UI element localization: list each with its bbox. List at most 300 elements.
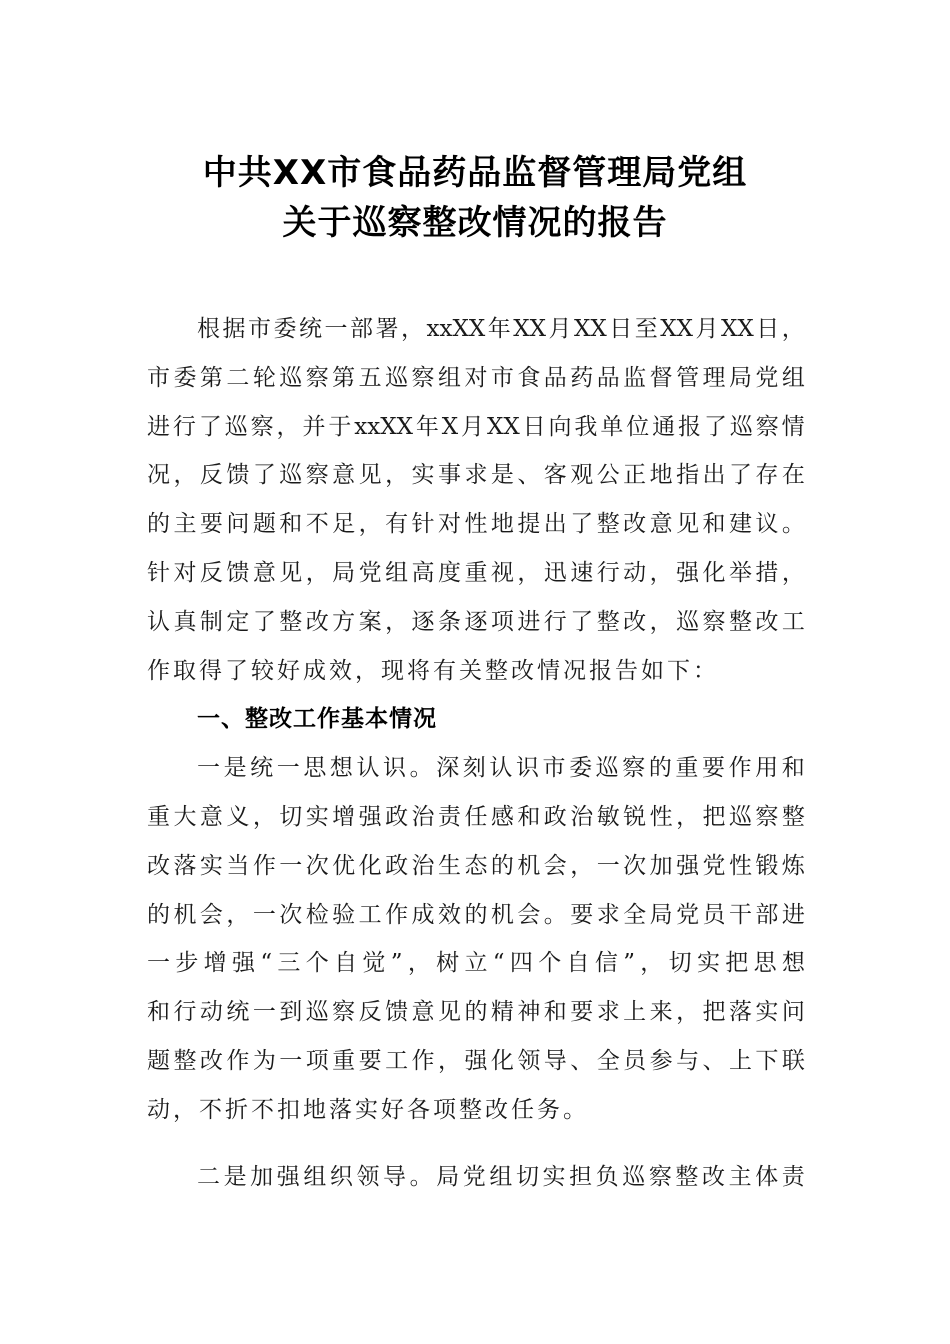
glyph: 识 bbox=[383, 755, 407, 782]
glyph: 至 bbox=[634, 316, 658, 342]
glyph: 部 bbox=[350, 316, 373, 342]
glyph: 察 bbox=[305, 462, 329, 489]
glyph: 日 bbox=[522, 413, 546, 440]
glyph: 到 bbox=[279, 999, 303, 1026]
glyph: 的 bbox=[648, 755, 672, 782]
glyph: 组 bbox=[303, 1163, 327, 1190]
glyph: 第 bbox=[332, 364, 356, 391]
glyph: 工 bbox=[385, 1047, 409, 1074]
glyph: 理 bbox=[702, 364, 726, 391]
section-heading: 一、整改工作基本情况 bbox=[197, 706, 437, 733]
glyph: 政 bbox=[385, 803, 409, 830]
report-body bbox=[147, 305, 805, 1201]
glyph: 察 bbox=[755, 413, 779, 440]
glyph: 刻 bbox=[462, 755, 486, 782]
glyph: 是 bbox=[223, 755, 247, 782]
glyph: 改 bbox=[701, 1163, 725, 1190]
paragraph-gap bbox=[147, 1135, 805, 1153]
glyph: 举 bbox=[728, 559, 752, 586]
glyph: 的 bbox=[147, 901, 170, 928]
glyph: 治 bbox=[411, 852, 435, 879]
glyph: ， bbox=[173, 462, 197, 489]
glyph: 自 bbox=[334, 950, 358, 977]
glyph: 巡 bbox=[729, 413, 753, 440]
glyph: XX bbox=[720, 316, 754, 342]
glyph: 察 bbox=[702, 608, 726, 635]
glyph: 、 bbox=[702, 1047, 726, 1074]
glyph: 改 bbox=[623, 511, 647, 538]
glyph: 来 bbox=[649, 999, 673, 1026]
glyph: 改 bbox=[623, 608, 647, 635]
glyph: XX bbox=[486, 413, 520, 440]
glyph: 组 bbox=[781, 364, 805, 391]
glyph: ” bbox=[623, 950, 635, 977]
glyph: 态 bbox=[464, 852, 488, 879]
glyph: 视 bbox=[490, 559, 514, 586]
glyph: 提 bbox=[517, 511, 541, 538]
glyph: 我 bbox=[574, 413, 598, 440]
glyph: 化 bbox=[702, 559, 726, 586]
glyph: 的 bbox=[147, 511, 170, 538]
glyph: 的 bbox=[464, 999, 488, 1026]
glyph: 市 bbox=[147, 364, 170, 391]
text-line bbox=[147, 549, 805, 598]
glyph: 巡 bbox=[622, 1163, 646, 1190]
text-line bbox=[147, 891, 805, 940]
intro-paragraph bbox=[147, 305, 805, 695]
glyph: 落 bbox=[728, 999, 752, 1026]
glyph: 见 bbox=[358, 462, 382, 489]
glyph: 三 bbox=[277, 950, 301, 977]
glyph: 行 bbox=[543, 608, 567, 635]
glyph: 把 bbox=[725, 950, 749, 977]
glyph: ， bbox=[252, 803, 276, 830]
glyph: 不 bbox=[305, 511, 329, 538]
glyph: 逐 bbox=[464, 608, 488, 635]
glyph: 动 bbox=[199, 999, 223, 1026]
glyph: 措 bbox=[755, 559, 779, 586]
glyph: 识 bbox=[515, 755, 539, 782]
glyph: 察 bbox=[250, 413, 274, 440]
glyph: 工 bbox=[358, 901, 382, 928]
glyph: 二 bbox=[226, 364, 250, 391]
glyph: 条 bbox=[437, 608, 461, 635]
glyph: ， bbox=[640, 950, 664, 977]
glyph: 担 bbox=[569, 1163, 593, 1190]
glyph: 切 bbox=[668, 950, 692, 977]
glyph: 针 bbox=[411, 511, 435, 538]
glyph: 强 bbox=[464, 1047, 488, 1074]
glyph: 察 bbox=[332, 999, 356, 1026]
glyph: 整 bbox=[675, 1163, 699, 1190]
glyph: 、 bbox=[570, 1047, 594, 1074]
text-line bbox=[147, 842, 805, 891]
glyph: 见 bbox=[437, 999, 461, 1026]
section-paragraph-1 bbox=[147, 744, 805, 1134]
glyph: 和 bbox=[517, 803, 541, 830]
glyph: 党 bbox=[358, 559, 382, 586]
glyph: XX bbox=[513, 316, 546, 342]
glyph: 察 bbox=[622, 755, 646, 782]
glyph: “ bbox=[492, 950, 505, 977]
glyph: 巡 bbox=[385, 364, 409, 391]
glyph: 整 bbox=[279, 608, 303, 635]
glyph: 炼 bbox=[781, 852, 805, 879]
glyph: 行 bbox=[596, 559, 620, 586]
glyph: 反 bbox=[199, 559, 223, 586]
glyph: 问 bbox=[226, 511, 250, 538]
glyph: 进 bbox=[517, 608, 541, 635]
glyph: 神 bbox=[517, 999, 541, 1026]
glyph: 委 bbox=[569, 755, 593, 782]
glyph: 要 bbox=[570, 999, 594, 1026]
glyph: 。 bbox=[409, 755, 433, 782]
glyph: 一 bbox=[324, 316, 348, 342]
glyph: 深 bbox=[436, 755, 460, 782]
glyph: 改 bbox=[755, 608, 779, 635]
glyph: 意 bbox=[252, 559, 276, 586]
glyph: 月 bbox=[695, 316, 719, 342]
glyph: 检 bbox=[305, 901, 329, 928]
glyph: 重 bbox=[464, 559, 488, 586]
glyph: 五 bbox=[358, 364, 382, 391]
glyph: 锻 bbox=[755, 852, 779, 879]
glyph: 事 bbox=[437, 462, 461, 489]
glyph: 主 bbox=[728, 1163, 752, 1190]
glyph: 局 bbox=[332, 559, 356, 586]
glyph: 项 bbox=[490, 608, 514, 635]
glyph: 巡 bbox=[279, 462, 303, 489]
text-line bbox=[147, 598, 805, 647]
glyph: 公 bbox=[596, 462, 620, 489]
glyph: 求 bbox=[596, 901, 620, 928]
glyph: 性 bbox=[464, 511, 488, 538]
glyph: 品 bbox=[543, 364, 567, 391]
glyph: 进 bbox=[147, 413, 170, 440]
glyph: ， bbox=[781, 559, 805, 586]
glyph: 了 bbox=[252, 608, 276, 635]
glyph: 案 bbox=[358, 608, 382, 635]
glyph: 性 bbox=[649, 803, 673, 830]
glyph: 情 bbox=[781, 413, 805, 440]
glyph: 局 bbox=[728, 364, 752, 391]
glyph: 的 bbox=[464, 901, 488, 928]
glyph: 大 bbox=[173, 803, 197, 830]
glyph: 把 bbox=[702, 803, 726, 830]
glyph: 了 bbox=[252, 462, 276, 489]
glyph: 见 bbox=[279, 559, 303, 586]
glyph: 和 bbox=[702, 511, 726, 538]
glyph: 一 bbox=[252, 999, 276, 1026]
glyph: 成 bbox=[411, 901, 435, 928]
glyph: 管 bbox=[676, 364, 700, 391]
glyph: 次 bbox=[623, 852, 647, 879]
glyph: 馈 bbox=[226, 462, 250, 489]
glyph: 负 bbox=[595, 1163, 619, 1190]
glyph: 了 bbox=[728, 462, 752, 489]
glyph: 精 bbox=[490, 999, 514, 1026]
glyph: 参 bbox=[649, 1047, 673, 1074]
glyph: ， bbox=[437, 1047, 461, 1074]
glyph: 要 bbox=[199, 511, 223, 538]
glyph: 一 bbox=[279, 1047, 303, 1074]
glyph: 市 bbox=[542, 755, 566, 782]
glyph: 实 bbox=[305, 803, 329, 830]
glyph: 日 bbox=[756, 316, 780, 342]
glyph: 题 bbox=[252, 511, 276, 538]
glyph: 。 bbox=[781, 511, 805, 538]
glyph: 求 bbox=[464, 462, 488, 489]
glyph: 主 bbox=[173, 511, 197, 538]
glyph: 位 bbox=[626, 413, 650, 440]
glyph: 巡 bbox=[676, 608, 700, 635]
glyph: ， bbox=[676, 999, 700, 1026]
glyph: 加 bbox=[649, 852, 673, 879]
glyph: 验 bbox=[332, 901, 356, 928]
glyph: 馈 bbox=[385, 999, 409, 1026]
glyph: 强 bbox=[676, 852, 700, 879]
glyph: 部 bbox=[755, 901, 779, 928]
glyph: 议 bbox=[755, 511, 779, 538]
glyph: 存 bbox=[755, 462, 779, 489]
glyph: 对 bbox=[173, 559, 197, 586]
text-line bbox=[147, 500, 805, 549]
glyph: 针 bbox=[147, 559, 170, 586]
glyph: 强 bbox=[676, 559, 700, 586]
glyph: 一 bbox=[147, 950, 170, 977]
glyph: 统 bbox=[299, 316, 322, 342]
glyph: 巡 bbox=[595, 755, 619, 782]
glyph: XX bbox=[660, 316, 693, 342]
text-line bbox=[147, 793, 805, 842]
glyph: 想 bbox=[781, 950, 805, 977]
glyph: 题 bbox=[147, 1047, 170, 1074]
glyph: 要 bbox=[570, 901, 594, 928]
glyph: 下 bbox=[755, 1047, 779, 1074]
glyph: 认 bbox=[489, 755, 513, 782]
text-line bbox=[147, 744, 805, 793]
glyph: 要 bbox=[701, 755, 725, 782]
glyph: 单 bbox=[600, 413, 624, 440]
glyph: ， bbox=[676, 803, 700, 830]
title-line-1: 中共XX市食品药品监督管理局党组 bbox=[202, 153, 748, 193]
glyph: 根 bbox=[197, 316, 220, 342]
glyph: 上 bbox=[623, 999, 647, 1026]
glyph: 督 bbox=[649, 364, 673, 391]
glyph: 作 bbox=[226, 1047, 250, 1074]
glyph: ， bbox=[401, 316, 424, 342]
glyph: 要 bbox=[358, 1047, 382, 1074]
glyph: 地 bbox=[490, 511, 514, 538]
glyph: 员 bbox=[623, 1047, 647, 1074]
glyph: 向 bbox=[548, 413, 572, 440]
glyph: 当 bbox=[226, 852, 250, 879]
glyph: 足 bbox=[332, 511, 356, 538]
glyph: 年 bbox=[487, 316, 511, 342]
glyph: ” bbox=[390, 950, 403, 977]
glyph: 落 bbox=[173, 852, 197, 879]
glyph: 实 bbox=[542, 1163, 566, 1190]
glyph: 化 bbox=[358, 852, 382, 879]
glyph: 实 bbox=[199, 852, 223, 879]
glyph: 定 bbox=[226, 608, 250, 635]
glyph: 意 bbox=[649, 511, 673, 538]
glyph: 地 bbox=[649, 462, 673, 489]
glyph: 月 bbox=[461, 413, 485, 440]
glyph: ， bbox=[649, 559, 673, 586]
glyph: 见 bbox=[676, 511, 700, 538]
glyph: 加 bbox=[250, 1163, 274, 1190]
text-line bbox=[147, 939, 805, 988]
glyph: 是 bbox=[223, 1163, 247, 1190]
glyph: ， bbox=[781, 316, 805, 342]
glyph: 实 bbox=[696, 950, 720, 977]
glyph: 个 bbox=[305, 950, 329, 977]
glyph: 改 bbox=[147, 852, 170, 879]
glyph: 干 bbox=[728, 901, 752, 928]
text-line bbox=[147, 403, 805, 452]
glyph: 作 bbox=[385, 901, 409, 928]
glyph: 生 bbox=[437, 852, 461, 879]
glyph: 月 bbox=[548, 316, 572, 342]
text-line: 动，不折不扣地落实好各项整改任务。 bbox=[147, 1096, 589, 1123]
glyph: 、 bbox=[517, 462, 541, 489]
glyph: 党 bbox=[755, 364, 779, 391]
glyph: 思 bbox=[303, 755, 327, 782]
report-title bbox=[0, 148, 950, 248]
glyph: 局 bbox=[436, 1163, 460, 1190]
glyph: 政 bbox=[543, 803, 567, 830]
glyph: 重 bbox=[147, 803, 170, 830]
glyph: 对 bbox=[437, 511, 461, 538]
glyph: 义 bbox=[226, 803, 250, 830]
glyph: 署 bbox=[375, 316, 399, 342]
glyph: 于 bbox=[328, 413, 352, 440]
glyph: 动 bbox=[623, 559, 647, 586]
glyph: ， bbox=[385, 462, 409, 489]
glyph: 导 bbox=[543, 1047, 567, 1074]
glyph: 巡 bbox=[728, 803, 752, 830]
glyph: 上 bbox=[728, 1047, 752, 1074]
glyph: 党 bbox=[676, 901, 700, 928]
glyph: 机 bbox=[490, 901, 514, 928]
glyph: 逐 bbox=[411, 608, 435, 635]
glyph: 作 bbox=[252, 852, 276, 879]
glyph: ， bbox=[276, 413, 300, 440]
glyph: 反 bbox=[358, 999, 382, 1026]
glyph: 领 bbox=[517, 1047, 541, 1074]
glyph: 进 bbox=[781, 901, 805, 928]
glyph: 敏 bbox=[596, 803, 620, 830]
glyph: 第 bbox=[199, 364, 223, 391]
glyph: 迅 bbox=[543, 559, 567, 586]
glyph: 会 bbox=[543, 852, 567, 879]
glyph: 据 bbox=[222, 316, 246, 342]
glyph: 作 bbox=[411, 1047, 435, 1074]
glyph: 了 bbox=[703, 413, 727, 440]
text-line bbox=[147, 988, 805, 1037]
glyph: 年 bbox=[415, 413, 439, 440]
glyph: 问 bbox=[781, 999, 805, 1026]
glyph: 织 bbox=[329, 1163, 353, 1190]
glyph: 次 bbox=[279, 901, 303, 928]
glyph: 报 bbox=[678, 413, 702, 440]
glyph: 和 bbox=[543, 999, 567, 1026]
glyph: 统 bbox=[226, 999, 250, 1026]
glyph: 个 bbox=[538, 950, 562, 977]
glyph: 指 bbox=[676, 462, 700, 489]
glyph: 思 bbox=[753, 950, 777, 977]
glyph: 了 bbox=[570, 608, 594, 635]
glyph: xxXX bbox=[426, 316, 486, 342]
glyph: 高 bbox=[411, 559, 435, 586]
glyph: 组 bbox=[489, 1163, 513, 1190]
glyph: 全 bbox=[623, 901, 647, 928]
glyph: 感 bbox=[490, 803, 514, 830]
glyph: 整 bbox=[781, 803, 805, 830]
glyph: 巡 bbox=[279, 364, 303, 391]
glyph: 。 bbox=[543, 901, 567, 928]
glyph: 实 bbox=[755, 999, 779, 1026]
glyph: 一 bbox=[279, 852, 303, 879]
glyph: 次 bbox=[305, 852, 329, 879]
glyph: 政 bbox=[385, 852, 409, 879]
glyph: 会 bbox=[517, 901, 541, 928]
glyph: ， bbox=[226, 901, 250, 928]
glyph: 一 bbox=[596, 852, 620, 879]
glyph: 观 bbox=[570, 462, 594, 489]
glyph: 实 bbox=[411, 462, 435, 489]
glyph: 度 bbox=[437, 559, 461, 586]
glyph: 改 bbox=[199, 1047, 223, 1074]
glyph: 察 bbox=[305, 364, 329, 391]
glyph: 为 bbox=[252, 1047, 276, 1074]
glyph: 切 bbox=[279, 803, 303, 830]
glyph: 工 bbox=[781, 608, 805, 635]
glyph: 任 bbox=[464, 803, 488, 830]
glyph: 优 bbox=[332, 852, 356, 879]
glyph: 认 bbox=[356, 755, 380, 782]
glyph: 组 bbox=[437, 364, 461, 391]
glyph: ， bbox=[305, 559, 329, 586]
glyph: 整 bbox=[728, 608, 752, 635]
glyph: 委 bbox=[273, 316, 297, 342]
glyph: 改 bbox=[305, 608, 329, 635]
glyph: 项 bbox=[305, 1047, 329, 1074]
glyph: 觉 bbox=[362, 950, 386, 977]
glyph: xxXX bbox=[354, 413, 413, 440]
glyph: 意 bbox=[332, 462, 356, 489]
glyph: 通 bbox=[652, 413, 676, 440]
glyph: 四 bbox=[509, 950, 533, 977]
glyph: ， bbox=[649, 608, 673, 635]
glyph: 在 bbox=[781, 462, 805, 489]
glyph: 察 bbox=[648, 1163, 672, 1190]
text-line bbox=[147, 1037, 805, 1086]
glyph: 信 bbox=[594, 950, 618, 977]
glyph: 正 bbox=[623, 462, 647, 489]
glyph: 的 bbox=[490, 852, 514, 879]
glyph: 市 bbox=[490, 364, 514, 391]
glyph: 党 bbox=[702, 852, 726, 879]
glyph: XX bbox=[573, 316, 607, 342]
text-line bbox=[147, 354, 805, 403]
glyph: 机 bbox=[517, 852, 541, 879]
glyph: ， bbox=[385, 608, 409, 635]
glyph: 重 bbox=[332, 1047, 356, 1074]
glyph: 强 bbox=[276, 1163, 300, 1190]
glyph: 治 bbox=[411, 803, 435, 830]
